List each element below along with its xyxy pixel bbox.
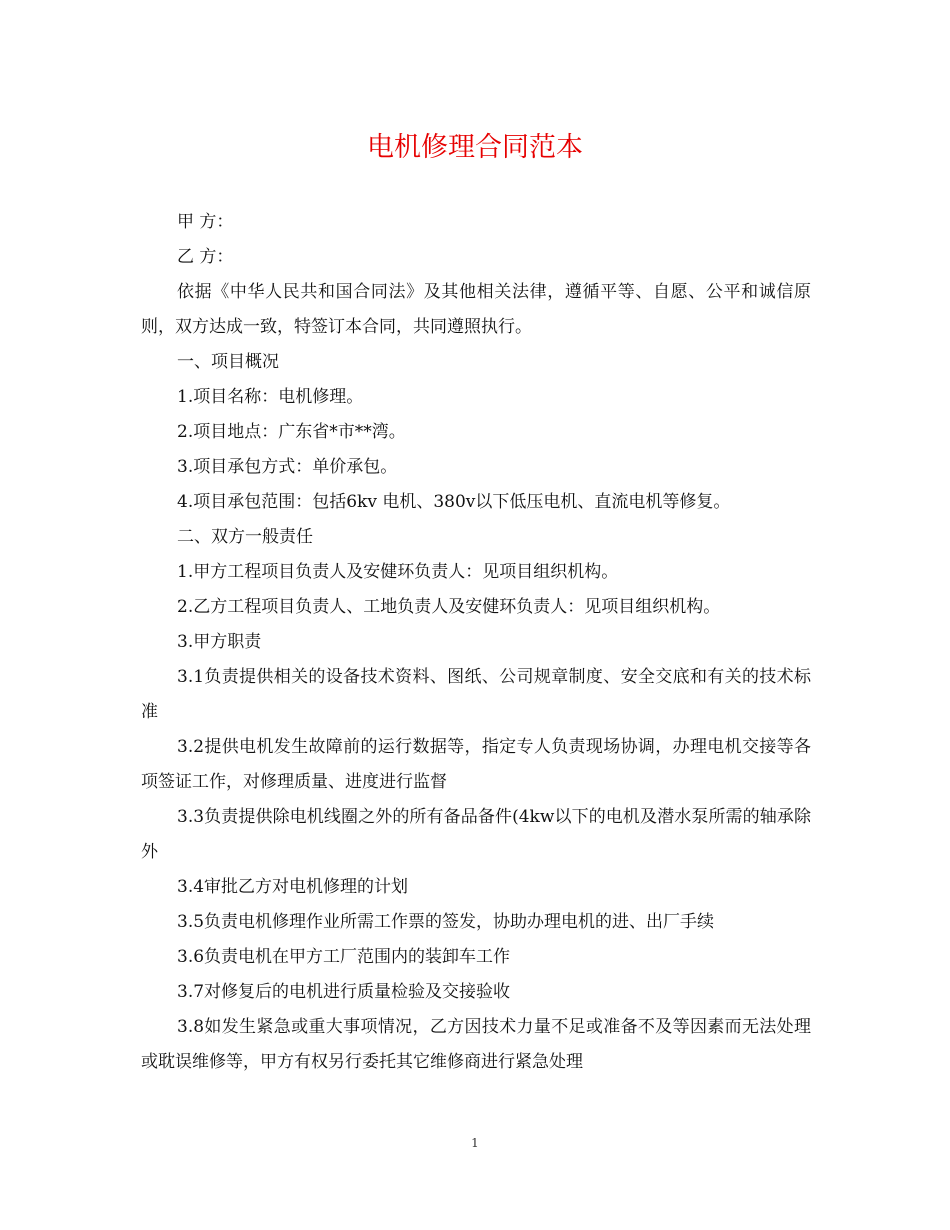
duty-3-7: 3.7对修复后的电机进行质量检验及交接验收	[177, 982, 511, 1002]
section-heading-project-overview: 一、项目概况	[177, 352, 279, 372]
clause-project-location: 2.项目地点：广东省*市**湾。	[177, 422, 406, 442]
clause-party-a-leads: 1.甲方工程项目负责人及安健环负责人：见项目组织机构。	[177, 562, 619, 582]
preamble-paragraph: 依据《中华人民共和国合同法》及其他相关法律，遵循平等、自愿、公平和诚信原则，双方达成一致，特签订本合同，共同遵照执行。	[141, 282, 811, 337]
duty-3-4: 3.4审批乙方对电机修理的计划	[177, 877, 409, 897]
duty-3-3: 3.3负责提供除电机线圈之外的所有备品备件(4kw以下的电机及潜水泵所需的轴承除外	[141, 807, 811, 862]
document-body	[141, 205, 811, 1080]
duty-3-5: 3.5负责电机修理作业所需工作票的签发，协助办理电机的进、出厂手续	[177, 912, 715, 932]
party-a-line: 甲 方：	[177, 212, 234, 232]
subsection-heading-party-a-duties: 3.甲方职责	[177, 632, 262, 652]
party-b-line: 乙 方：	[177, 247, 234, 267]
duty-3-8: 3.8如发生紧急或重大事项情况，乙方因技术力量不足或准备不及等因素而无法处理或耽误维修等，甲方有权另行委托其它维修商进行紧急处理	[141, 1017, 811, 1072]
clause-contract-method: 3.项目承包方式：单价承包。	[177, 457, 398, 477]
clause-project-name: 1.项目名称：电机修理。	[177, 387, 364, 407]
duty-3-6: 3.6负责电机在甲方工厂范围内的装卸车工作	[177, 947, 511, 967]
duty-3-1: 3.1负责提供相关的设备技术资料、图纸、公司规章制度、安全交底和有关的技术标准	[141, 667, 811, 722]
page-number: 1	[471, 1136, 479, 1150]
section-heading-general-responsibilities: 二、双方一般责任	[177, 527, 313, 547]
clause-contract-scope: 4.项目承包范围：包括6kv 电机、380v以下低压电机、直流电机等修复。	[177, 492, 731, 512]
clause-party-b-leads: 2.乙方工程项目负责人、工地负责人及安健环负责人：见项目组织机构。	[177, 597, 721, 617]
duty-3-2: 3.2提供电机发生故障前的运行数据等，指定专人负责现场协调，办理电机交接等各项签证工作，对修理质量、进度进行监督	[141, 737, 811, 792]
document-title: 电机修理合同范本	[367, 132, 583, 163]
